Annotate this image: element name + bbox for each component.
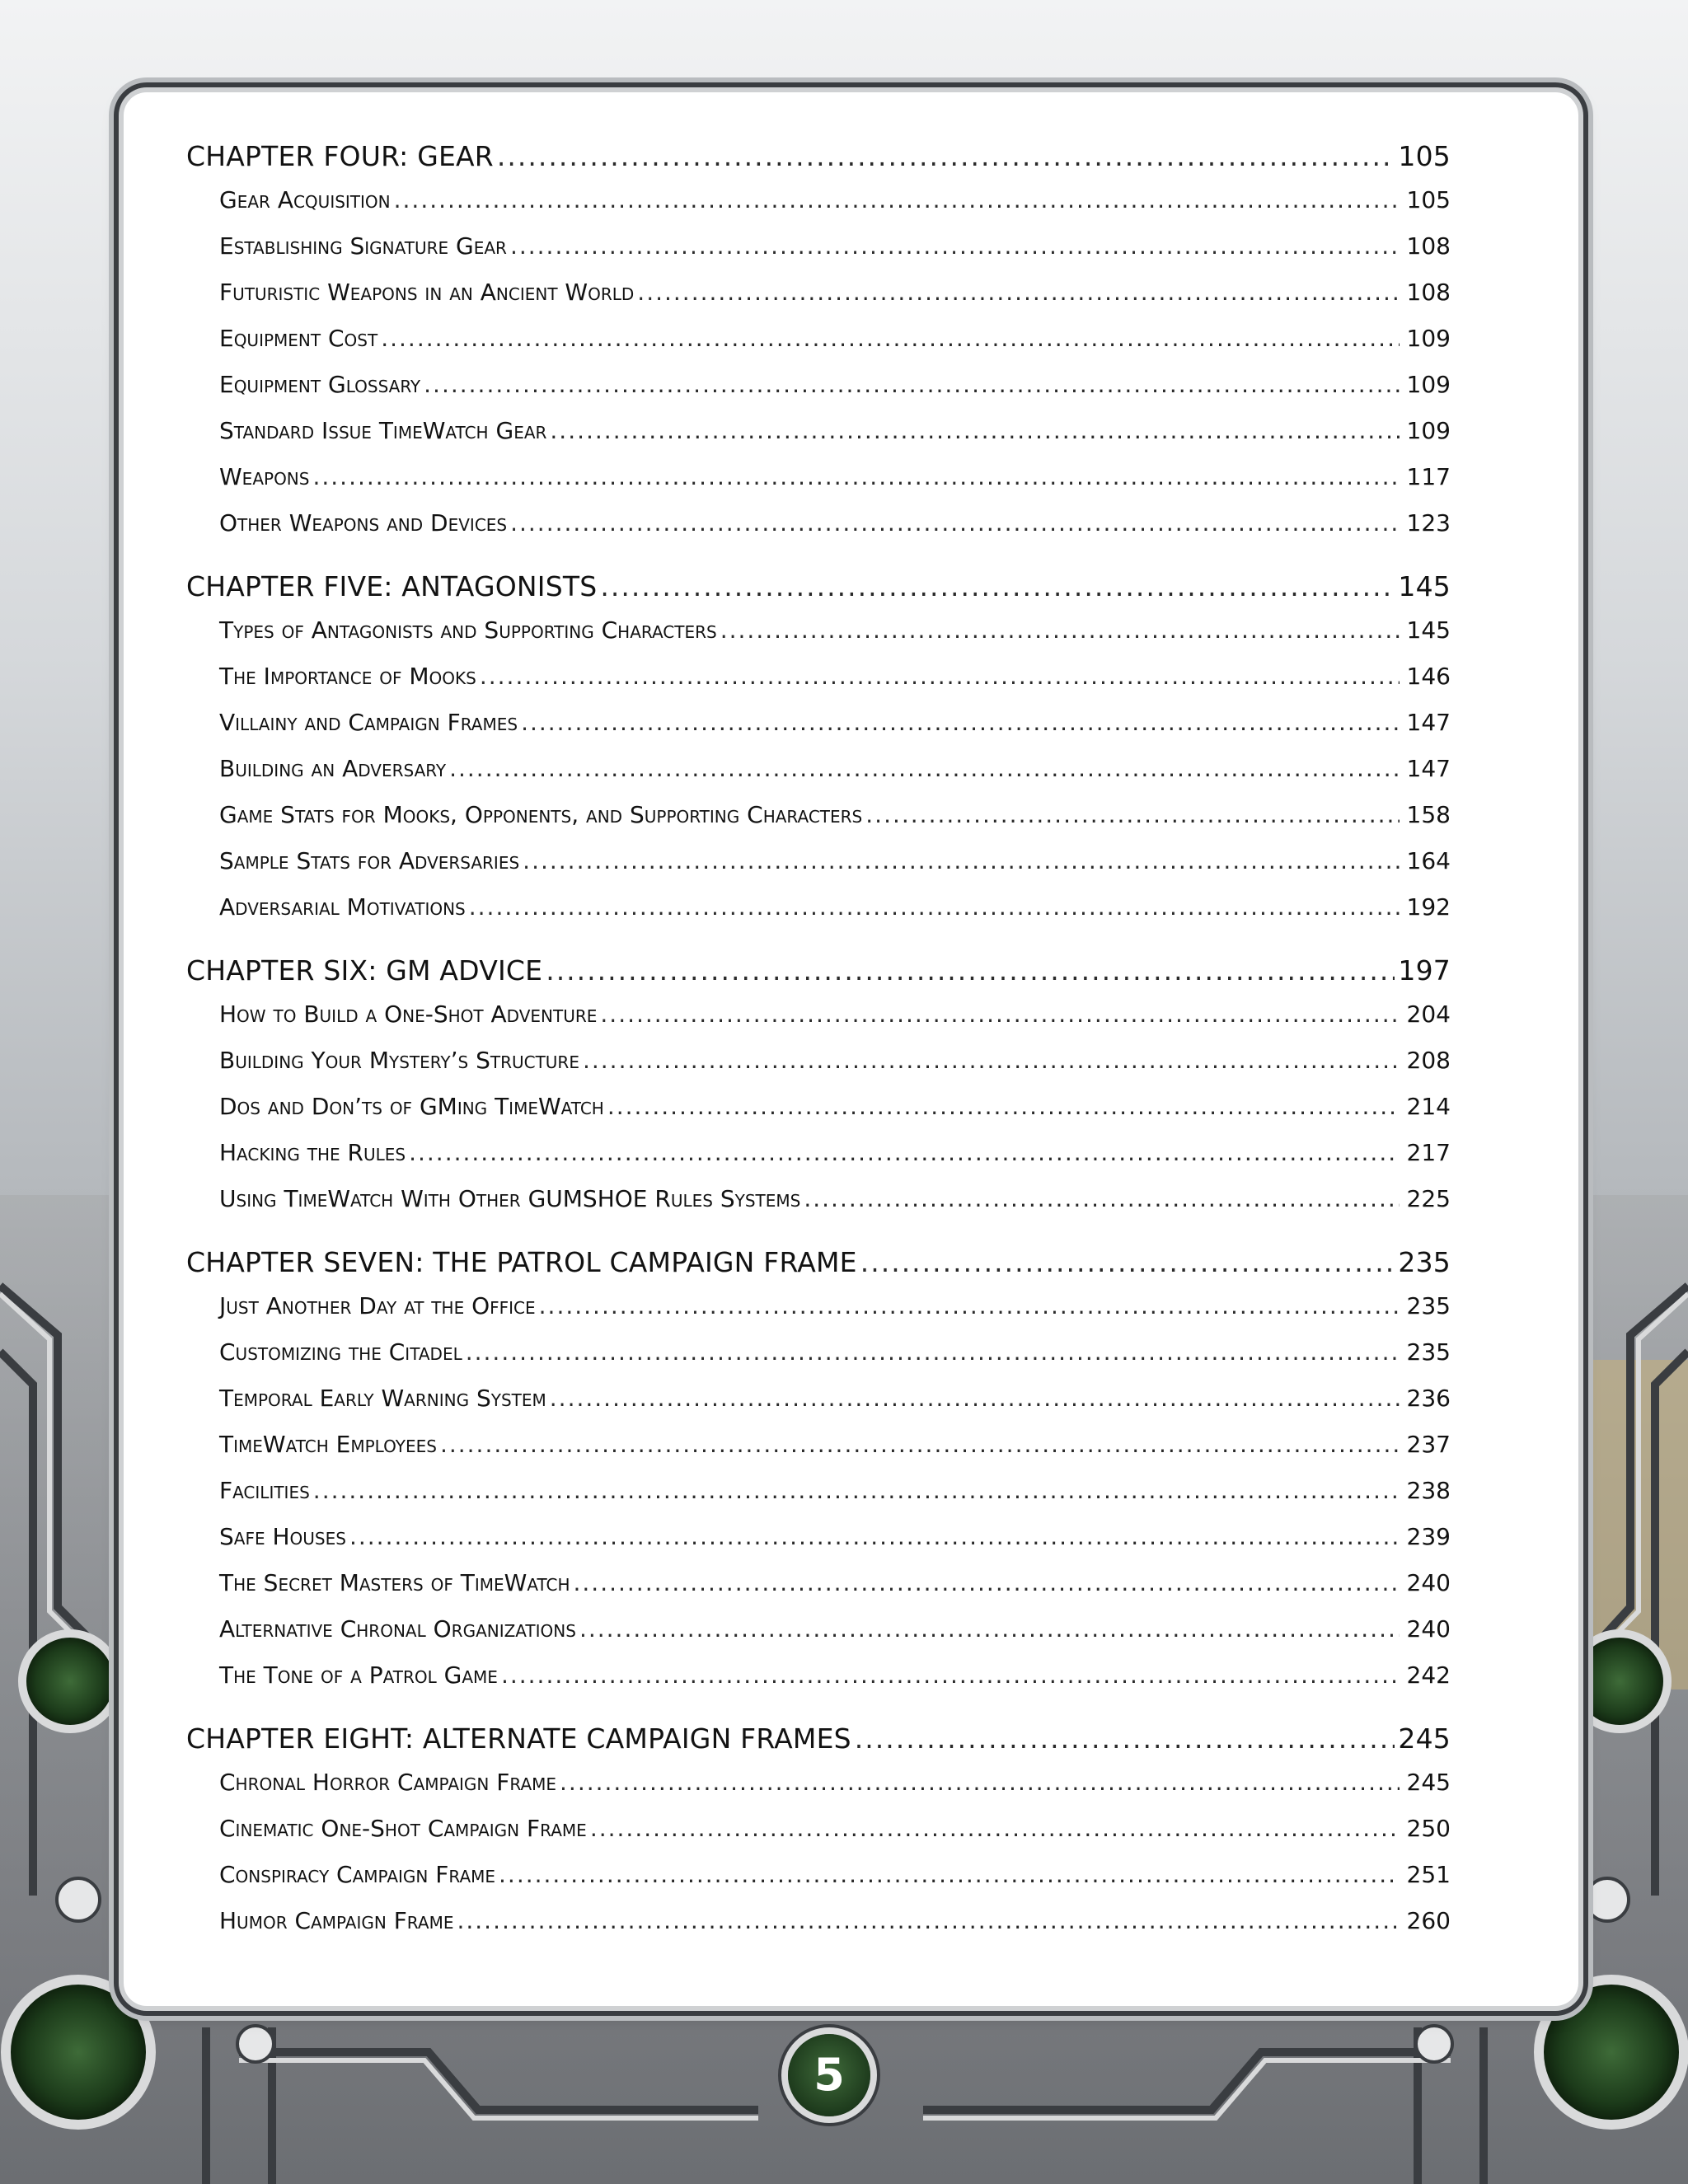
dot-leader <box>550 417 1400 444</box>
entry-title: The Tone of a Patrol Game <box>219 1661 498 1689</box>
toc-entry[interactable] <box>186 755 1451 801</box>
entry-title: Temporal Early Warning System <box>219 1385 546 1412</box>
toc-entry[interactable] <box>186 417 1451 463</box>
entry-title: Sample Stats for Adversaries <box>219 847 520 874</box>
entry-title: Building an Adversary <box>219 755 447 782</box>
entry-page: 109 <box>1406 325 1451 352</box>
table-of-contents <box>186 140 1451 1968</box>
entry-page: 204 <box>1406 1001 1451 1028</box>
entry-page: 214 <box>1406 1093 1451 1120</box>
entry-page: 237 <box>1406 1431 1451 1458</box>
entry-title: Using TimeWatch With Other GUMSHOE Rules Systems <box>219 1185 801 1212</box>
chapter-seven <box>186 1246 1451 1708</box>
dot-leader <box>466 1338 1400 1366</box>
entry-page: 240 <box>1406 1615 1451 1643</box>
dot-leader <box>523 847 1400 874</box>
entry-title: Weapons <box>219 463 310 490</box>
entry-page: 235 <box>1406 1338 1451 1366</box>
entry-page: 260 <box>1406 1907 1451 1934</box>
dot-leader <box>860 1246 1395 1278</box>
chapter-page: 145 <box>1398 570 1451 602</box>
chapter-title: CHAPTER FIVE: ANTAGONISTS <box>186 570 598 602</box>
toc-entry[interactable] <box>186 1477 1451 1523</box>
chapter-heading[interactable] <box>186 1246 1451 1292</box>
toc-entry[interactable] <box>186 1338 1451 1385</box>
entry-page: 240 <box>1406 1569 1451 1596</box>
toc-entry[interactable] <box>186 709 1451 755</box>
entry-title: Establishing Signature Gear <box>219 232 507 260</box>
toc-entry[interactable] <box>186 509 1451 555</box>
toc-entry[interactable] <box>186 801 1451 847</box>
chapter-five <box>186 570 1451 940</box>
entry-page: 242 <box>1406 1661 1451 1689</box>
toc-entry[interactable] <box>186 847 1451 893</box>
entry-page: 225 <box>1406 1185 1451 1212</box>
dot-leader <box>510 232 1400 260</box>
toc-entry[interactable] <box>186 1385 1451 1431</box>
entry-title: Alternative Chronal Organizations <box>219 1615 576 1643</box>
entry-title: Chronal Horror Campaign Frame <box>219 1769 557 1796</box>
dot-leader <box>590 1815 1400 1842</box>
toc-entry[interactable] <box>186 1431 1451 1477</box>
entry-page: 145 <box>1406 616 1451 644</box>
entry-title: Other Weapons and Devices <box>219 509 508 537</box>
entry-title: Building Your Mystery’s Structure <box>219 1047 579 1074</box>
dot-leader <box>550 1385 1400 1412</box>
dot-leader <box>409 1139 1400 1166</box>
toc-entry[interactable] <box>186 279 1451 325</box>
dot-leader <box>600 570 1395 602</box>
entry-page: 158 <box>1406 801 1451 828</box>
entry-page: 251 <box>1406 1861 1451 1888</box>
toc-entry[interactable] <box>186 1093 1451 1139</box>
entry-title: Conspiracy Campaign Frame <box>219 1861 496 1888</box>
dot-leader <box>720 616 1400 644</box>
dot-leader <box>607 1093 1400 1120</box>
dot-leader <box>637 279 1400 306</box>
toc-entry[interactable] <box>186 1185 1451 1231</box>
entry-page: 164 <box>1406 847 1451 874</box>
entry-page: 108 <box>1406 232 1451 260</box>
entry-page: 236 <box>1406 1385 1451 1412</box>
chapter-title: CHAPTER SIX: GM ADVICE <box>186 954 543 987</box>
dot-leader <box>480 663 1400 690</box>
toc-entry[interactable] <box>186 1047 1451 1093</box>
toc-entry[interactable] <box>186 463 1451 509</box>
toc-entry[interactable] <box>186 616 1451 663</box>
dot-leader <box>579 1615 1400 1643</box>
entry-page: 192 <box>1406 893 1451 921</box>
dot-leader <box>583 1047 1400 1074</box>
chapter-heading[interactable] <box>186 954 1451 1001</box>
dot-leader <box>499 1861 1400 1888</box>
page-number: 5 <box>814 2049 845 2101</box>
entry-title: Futuristic Weapons in an Ancient World <box>219 279 635 306</box>
entry-page: 238 <box>1406 1477 1451 1504</box>
toc-entry[interactable] <box>186 1569 1451 1615</box>
entry-title: TimeWatch Employees <box>219 1431 437 1458</box>
entry-title: Game Stats for Mooks, Opponents, and Supporting Characters <box>219 801 863 828</box>
entry-title: Facilities <box>219 1477 310 1504</box>
entry-page: 105 <box>1406 186 1451 213</box>
toc-entry[interactable] <box>186 1139 1451 1185</box>
dot-leader <box>394 186 1400 213</box>
entry-title: Equipment Glossary <box>219 371 421 398</box>
dot-leader <box>381 325 1400 352</box>
entry-title: Humor Campaign Frame <box>219 1907 454 1934</box>
chapter-page: 105 <box>1398 140 1451 172</box>
dot-leader <box>510 509 1400 537</box>
chapter-title: CHAPTER EIGHT: ALTERNATE CAMPAIGN FRAMES <box>186 1722 851 1755</box>
entry-title: Dos and Don’ts of GMing TimeWatch <box>219 1093 604 1120</box>
chapter-eight <box>186 1722 1451 1953</box>
toc-entry[interactable] <box>186 1661 1451 1708</box>
dot-leader <box>546 954 1395 987</box>
dot-leader <box>440 1431 1400 1458</box>
toc-entry[interactable] <box>186 1001 1451 1047</box>
toc-entry[interactable] <box>186 893 1451 940</box>
dot-leader <box>469 893 1400 921</box>
entry-page: 208 <box>1406 1047 1451 1074</box>
chapter-four <box>186 140 1451 555</box>
entry-title: Cinematic One-Shot Campaign Frame <box>219 1815 587 1842</box>
toc-entry[interactable] <box>186 1615 1451 1661</box>
chapter-page: 235 <box>1398 1246 1451 1278</box>
toc-entry[interactable] <box>186 1861 1451 1907</box>
chapter-title: CHAPTER SEVEN: THE PATROL CAMPAIGN FRAME <box>186 1246 857 1278</box>
entry-title: The Importance of Mooks <box>219 663 476 690</box>
entry-title: Gear Acquisition <box>219 186 391 213</box>
dot-leader <box>804 1185 1400 1212</box>
toc-entry[interactable] <box>186 371 1451 417</box>
dot-leader <box>424 371 1400 398</box>
entry-title: Equipment Cost <box>219 325 378 352</box>
dot-leader <box>349 1523 1400 1550</box>
entry-page: 147 <box>1406 755 1451 782</box>
toc-entry[interactable] <box>186 1815 1451 1861</box>
toc-entry[interactable] <box>186 1292 1451 1338</box>
dot-leader <box>497 140 1395 172</box>
dot-leader <box>449 755 1400 782</box>
entry-title: How to Build a One-Shot Adventure <box>219 1001 598 1028</box>
chapter-six <box>186 954 1451 1231</box>
entry-title: Safe Houses <box>219 1523 346 1550</box>
dot-leader <box>521 709 1400 736</box>
entry-title: The Secret Masters of TimeWatch <box>219 1569 570 1596</box>
entry-page: 109 <box>1406 371 1451 398</box>
entry-page: 250 <box>1406 1815 1451 1842</box>
dot-leader <box>865 801 1400 828</box>
entry-page: 147 <box>1406 709 1451 736</box>
chapter-heading[interactable] <box>186 570 1451 616</box>
chapter-page: 197 <box>1398 954 1451 987</box>
chapter-title: CHAPTER FOUR: GEAR <box>186 140 494 172</box>
entry-page: 245 <box>1406 1769 1451 1796</box>
entry-title: Customizing the Citadel <box>219 1338 462 1366</box>
entry-page: 117 <box>1406 463 1451 490</box>
toc-entry[interactable] <box>186 663 1451 709</box>
entry-title: Villainy and Campaign Frames <box>219 709 518 736</box>
entry-page: 235 <box>1406 1292 1451 1319</box>
toc-entry[interactable] <box>186 1769 1451 1815</box>
dot-leader <box>312 463 1400 490</box>
chapter-heading[interactable] <box>186 140 1451 186</box>
toc-entry[interactable] <box>186 1907 1451 1953</box>
entry-page: 109 <box>1406 417 1451 444</box>
entry-page: 108 <box>1406 279 1451 306</box>
entry-title: Hacking the Rules <box>219 1139 406 1166</box>
dot-leader <box>539 1292 1400 1319</box>
entry-title: Standard Issue TimeWatch Gear <box>219 417 547 444</box>
toc-entry[interactable] <box>186 325 1451 371</box>
toc-entry[interactable] <box>186 232 1451 279</box>
entry-page: 239 <box>1406 1523 1451 1550</box>
page-number-badge <box>788 2034 870 2116</box>
entry-page: 123 <box>1406 509 1451 537</box>
toc-entry[interactable] <box>186 186 1451 232</box>
dot-leader <box>313 1477 1400 1504</box>
chapter-page: 245 <box>1398 1722 1451 1755</box>
dot-leader <box>600 1001 1400 1028</box>
toc-entry[interactable] <box>186 1523 1451 1569</box>
entry-page: 217 <box>1406 1139 1451 1166</box>
entry-title: Just Another Day at the Office <box>219 1292 536 1319</box>
dot-leader <box>501 1661 1400 1689</box>
dot-leader <box>574 1569 1400 1596</box>
dot-leader <box>457 1907 1400 1934</box>
entry-title: Adversarial Motivations <box>219 893 466 921</box>
dot-leader <box>560 1769 1400 1796</box>
entry-title: Types of Antagonists and Supporting Characters <box>219 616 717 644</box>
dot-leader <box>855 1722 1395 1755</box>
chapter-heading[interactable] <box>186 1722 1451 1769</box>
entry-page: 146 <box>1406 663 1451 690</box>
